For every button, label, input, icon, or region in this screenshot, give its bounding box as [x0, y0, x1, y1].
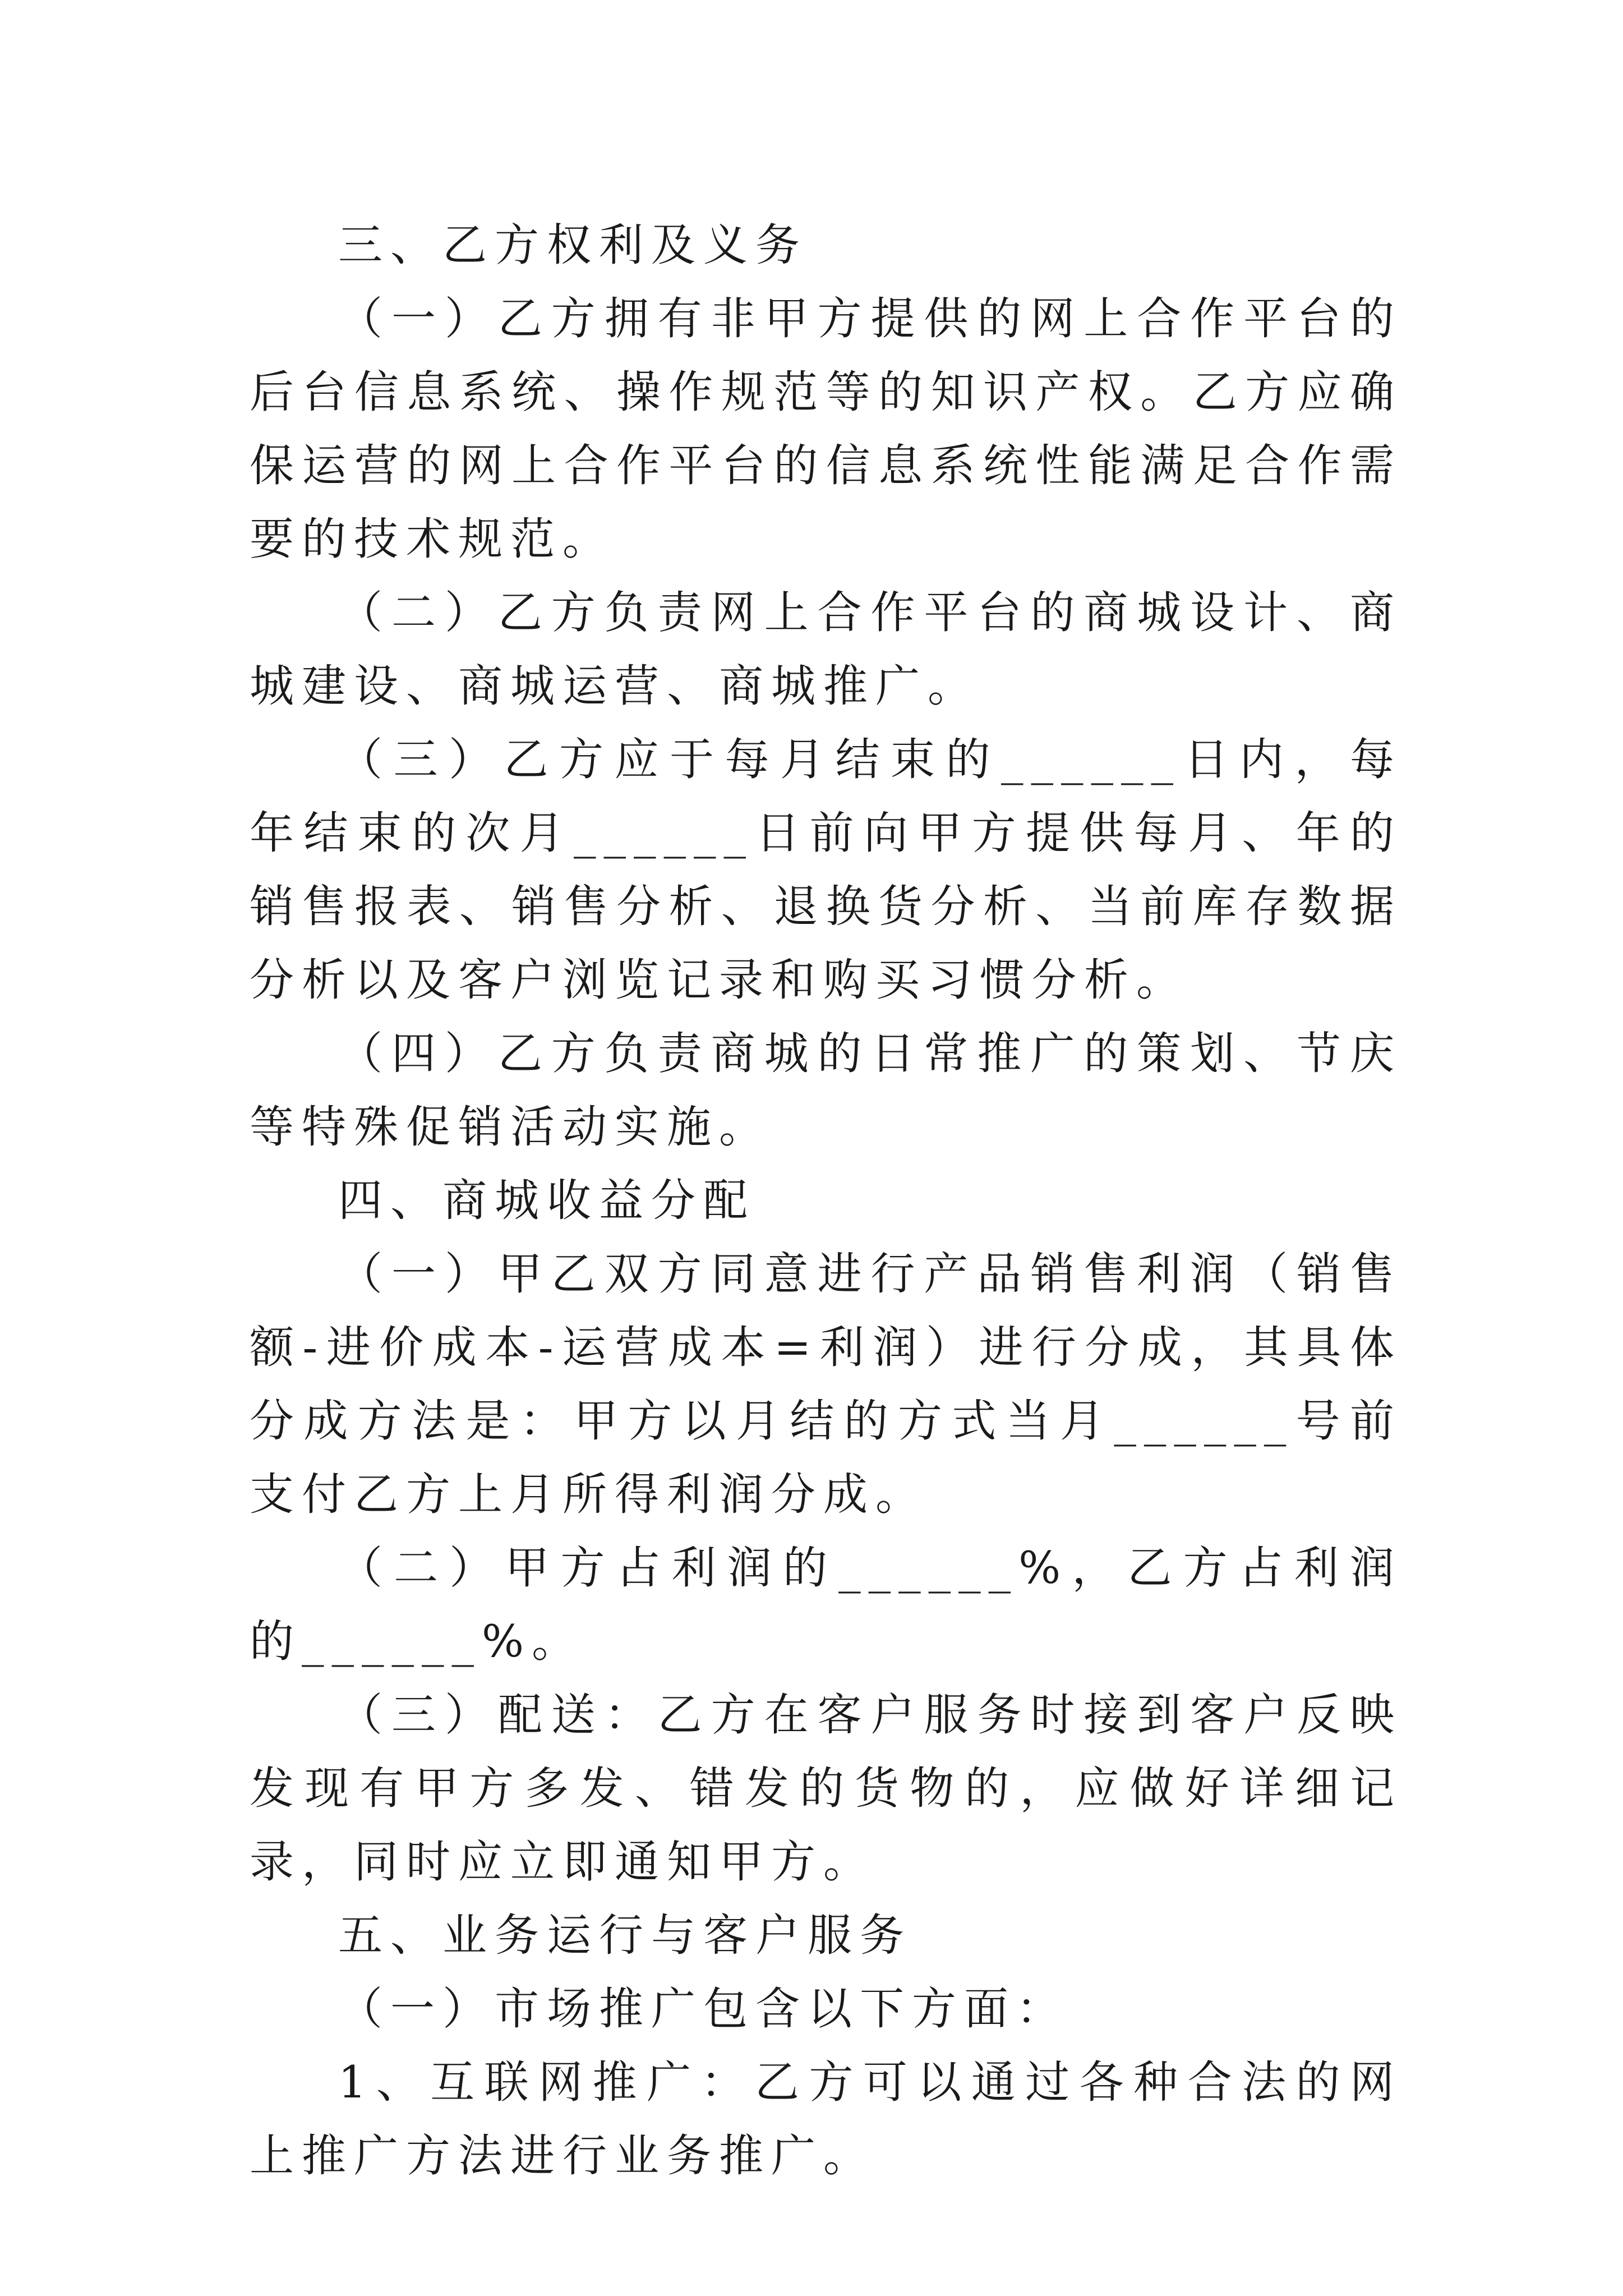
document-body [250, 209, 1402, 2193]
paragraph-3-4: （四）乙方负责商城的日常推广的策划、节庆等特殊促销活动实施。 [250, 1028, 1402, 1153]
section-heading-4: 四、商城收益分配 [338, 1175, 755, 1226]
paragraph-3-3: （三）乙方应于每月结束的______日内，每年结束的次月______日前向甲方提供每月、年的销售报表、销售分析、退换货分析、当前库存数据分析以及客户浏览记录和购买习惯分析。 [250, 734, 1402, 1006]
paragraph-3-1: （一）乙方拥有非甲方提供的网上合作平台的后台信息系统、操作规范等的知识产权。乙方应确保运营的网上合作平台的信息系统性能满足合作需要的技术规范。 [250, 293, 1402, 565]
paragraph-3-2: （二）乙方负责网上合作平台的商城设计、商城建设、商城运营、商城推广。 [250, 587, 1402, 712]
paragraph-5-1-1: 1、互联网推广：乙方可以通过各种合法的网上推广方法进行业务推广。 [250, 2056, 1402, 2182]
paragraph-4-1: （一）甲乙双方同意进行产品销售利润（销售额-进价成本-运营成本=利润）进行分成，其具体分成方法是：甲方以月结的方式当月______号前支付乙方上月所得利润分成。 [250, 1248, 1402, 1520]
paragraph-5-1: （一）市场推广包含以下方面： [338, 1983, 1068, 2035]
section-heading-3: 三、乙方权利及义务 [338, 219, 808, 271]
paragraph-4-3: （三）配送：乙方在客户服务时接到客户反映发现有甲方多发、错发的货物的，应做好详细记录，同时应立即通知甲方。 [250, 1689, 1402, 1888]
section-heading-5: 五、业务运行与客户服务 [338, 1910, 912, 1961]
paragraph-4-2: （二）甲方占利润的______%，乙方占利润的______%。 [250, 1542, 1402, 1667]
